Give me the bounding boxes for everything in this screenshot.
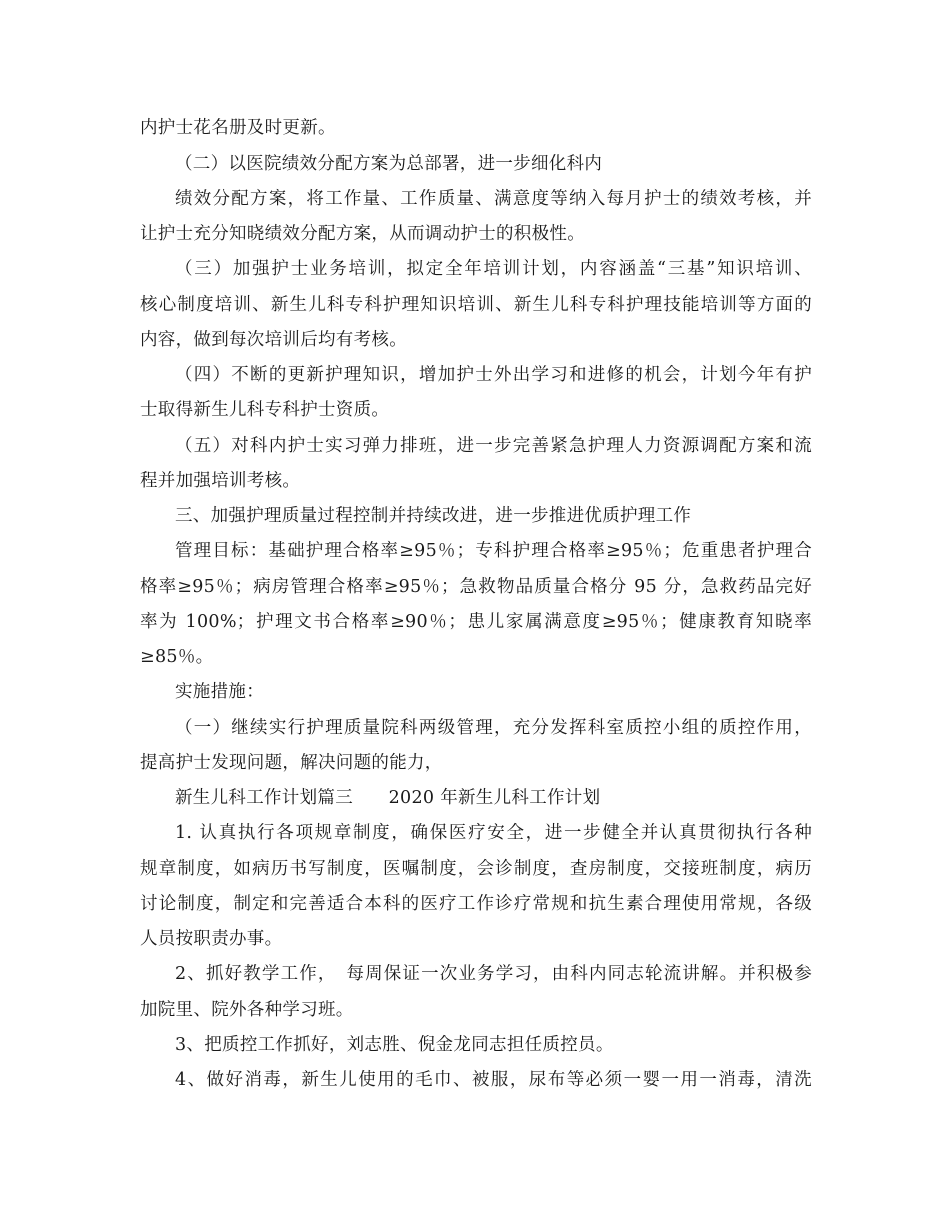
text-line: 提高护士发现问题，解决问题的能力，: [140, 753, 443, 773]
text-line: 率为 100%；护理文书合格率≥90％；患儿家属满意度≥95％；健康教育知晓率: [140, 612, 812, 632]
text-line: 规章制度，如病历书写制度，医嘱制度，会诊制度，查房制度，交接班制度，病历: [140, 859, 812, 879]
text-line: 程并加强培训考核。: [140, 471, 301, 491]
text-line: 管理目标：基础护理合格率≥95％；专科护理合格率≥95％；危重患者护理合: [175, 541, 812, 561]
text-line: （一）继续实行护理质量院科两级管理，充分发挥科室质控小组的质控作用，: [175, 718, 812, 738]
text-line: （五）对科内护士实习弹力排班，进一步完善紧急护理人力资源调配方案和流: [175, 436, 812, 456]
text-line: 讨论制度，制定和完善适合本科的医疗工作诊疗常规和抗生素合理使用常规，各级: [140, 894, 812, 914]
section-title: 新生儿科工作计划篇三 2020 年新生儿科工作计划: [175, 788, 601, 808]
text-line: 内容，做到每次培训后均有考核。: [140, 330, 407, 350]
text-line: 士取得新生儿科专科护士资质。: [140, 400, 390, 420]
text-line: 格率≥95％；病房管理合格率≥95％；急救物品质量合格分 95 分，急救药品完好: [140, 577, 812, 597]
text-line: 4、做好消毒，新生儿使用的毛巾、被服，尿布等必须一婴一用一消毒，清洗: [175, 1070, 812, 1090]
text-line: 核心制度培训、新生儿科专科护理知识培训、新生儿科专科护理技能培训等方面的: [140, 295, 812, 315]
text-line: ≥85％。: [140, 647, 214, 667]
text-line: （三）加强护士业务培训，拟定全年培训计划，内容涵盖“三基”知识培训、: [175, 259, 812, 279]
text-line: 人员按职责办事。: [140, 929, 283, 949]
text-line: （四）不断的更新护理知识，增加护士外出学习和进修的机会，计划今年有护: [175, 365, 812, 385]
text-line: 让护士充分知晓绩效分配方案，从而调动护士的积极性。: [140, 224, 585, 244]
section-heading: 三、加强护理质量过程控制并持续改进，进一步推进优质护理工作: [175, 506, 692, 526]
text-line: 2、抓好教学工作， 每周保证一次业务学习，由科内同志轮流讲解。并积极参: [175, 964, 812, 984]
text-line: 加院里、院外各种学习班。: [140, 1000, 354, 1020]
text-line: 1. 认真执行各项规章制度，确保医疗安全，进一步健全并认真贯彻执行各种: [175, 823, 812, 843]
text-line: 绩效分配方案，将工作量、工作质量、满意度等纳入每月护士的绩效考核，并: [175, 189, 812, 209]
text-line: 3、把质控工作抓好，刘志胜、倪金龙同志担任质控员。: [175, 1035, 614, 1055]
text-line: （二）以医院绩效分配方案为总部署，进一步细化科内: [175, 154, 603, 174]
text-line: 内护士花名册及时更新。: [140, 118, 336, 138]
text-line: 实施措施：: [175, 682, 264, 702]
